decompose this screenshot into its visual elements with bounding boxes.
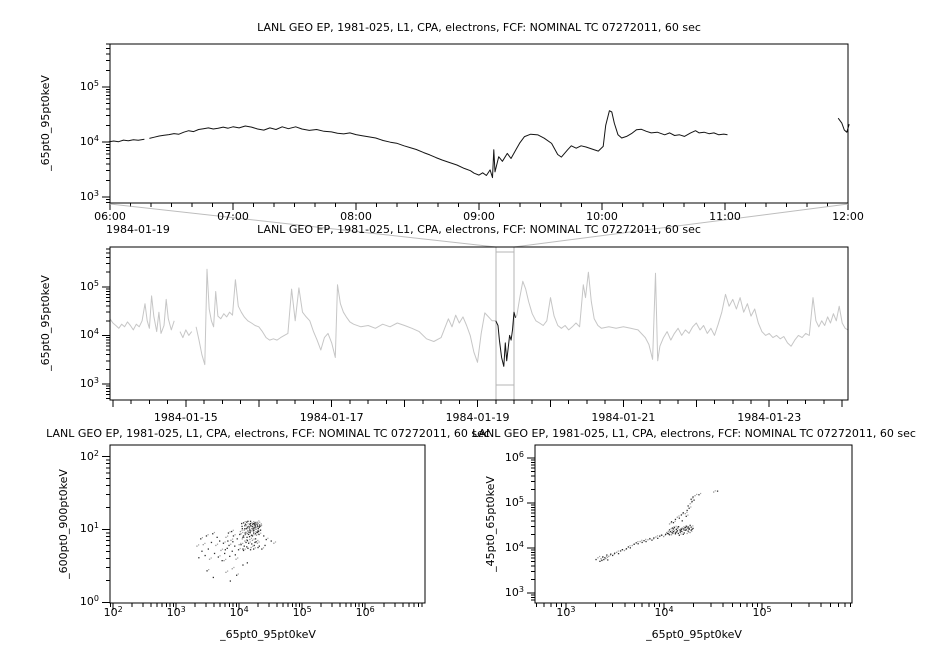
- x-tick-label: 11:00: [709, 210, 741, 223]
- x-tick-label: 1984-01-19: [445, 411, 510, 424]
- x-tick-label: 12:00: [832, 210, 864, 223]
- y-tick-label: $10^3$: [79, 375, 99, 390]
- x-tick-label: $10^3$: [556, 605, 576, 619]
- x-tick-label: 06:00: [94, 210, 126, 223]
- x-tick-label: 1984-01-17: [299, 411, 364, 424]
- panel4-xlabel: _65pt0_95pt0keV: [646, 628, 742, 641]
- y-tick-label: $10^0$: [79, 594, 99, 609]
- p2-plot-area[interactable]: [110, 247, 848, 400]
- y-tick-label: $10^4$: [79, 133, 99, 148]
- p1-plot-area[interactable]: [110, 44, 848, 203]
- panel3-ylabel: _600pt0_900pt0keV: [56, 469, 70, 579]
- p4-plot-area[interactable]: [535, 445, 852, 603]
- panel4-ylabel: _45pt0_65pt0keV: [483, 476, 497, 572]
- y-tick-label: $10^5$: [504, 495, 524, 510]
- y-tick-label: $10^3$: [79, 188, 99, 203]
- panel2-title: LANL GEO EP, 1981-025, L1, CPA, electrons, FCF: NOMINAL TC 07272011, 60 sec: [257, 223, 701, 236]
- y-tick-label: $10^4$: [504, 540, 524, 555]
- panel2-ylabel: _65pt0_95pt0keV: [38, 275, 52, 371]
- x-tick-label: 1984-01-21: [591, 411, 656, 424]
- y-tick-label: $10^6$: [504, 450, 524, 464]
- x-tick-label: $10^5$: [292, 605, 312, 619]
- panel1-date-label: 1984-01-19: [106, 223, 170, 236]
- x-tick-label: $10^3$: [166, 605, 186, 619]
- x-tick-label: 1984-01-23: [737, 411, 802, 424]
- y-tick-label: $10^2$: [79, 448, 99, 463]
- panel1-ylabel: _65pt0_95pt0keV: [38, 75, 52, 171]
- panel1-title: LANL GEO EP, 1981-025, L1, CPA, electrons, FCF: NOMINAL TC 07272011, 60 sec: [257, 21, 701, 34]
- y-tick-label: $10^5$: [79, 78, 99, 93]
- panel3-xlabel: _65pt0_95pt0keV: [220, 628, 316, 641]
- x-tick-label: $10^6$: [355, 605, 375, 619]
- x-tick-label: $10^2$: [103, 605, 123, 619]
- y-tick-label: $10^3$: [504, 585, 524, 600]
- x-tick-label: $10^4$: [229, 605, 249, 619]
- x-tick-label: 09:00: [463, 210, 495, 223]
- x-tick-label: 1984-01-15: [153, 411, 218, 424]
- p3-plot-area[interactable]: [110, 445, 425, 603]
- y-tick-label: $10^1$: [79, 521, 99, 536]
- x-tick-label: 10:00: [586, 210, 618, 223]
- y-tick-label: $10^4$: [79, 327, 99, 342]
- x-tick-label: $10^5$: [752, 605, 772, 619]
- x-tick-label: 07:00: [217, 210, 249, 223]
- panel3-title: LANL GEO EP, 1981-025, L1, CPA, electrons, FCF: NOMINAL TC 07272011, 60 sec: [46, 427, 490, 440]
- x-tick-label: $10^4$: [654, 605, 674, 619]
- x-tick-label: 08:00: [340, 210, 372, 223]
- panel4-title: LANL GEO EP, 1981-025, L1, CPA, electrons, FCF: NOMINAL TC 07272011, 60 sec: [472, 427, 916, 440]
- y-tick-label: $10^5$: [79, 278, 99, 293]
